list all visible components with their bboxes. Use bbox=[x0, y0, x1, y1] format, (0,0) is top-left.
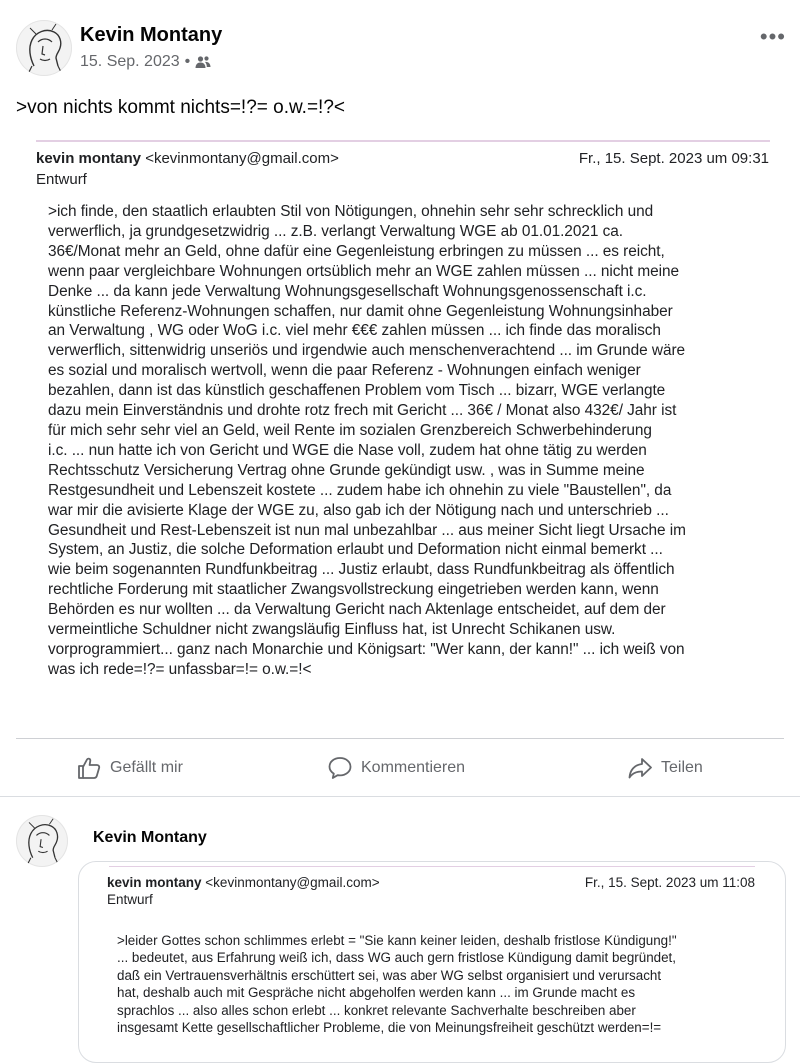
like-label: Gefällt mir bbox=[110, 759, 183, 776]
like-button[interactable] bbox=[76, 748, 183, 788]
email-sender-address: <kevinmontany@gmail.com> bbox=[145, 150, 339, 167]
comment-email-date: Fr., 15. Sept. 2023 um 11:08 bbox=[584, 875, 755, 890]
comment-email-sender-address: <kevinmontany@gmail.com> bbox=[205, 875, 380, 890]
avatar[interactable] bbox=[16, 20, 72, 76]
divider bbox=[16, 738, 784, 739]
comment-email-image[interactable] bbox=[78, 861, 786, 1063]
post-actions bbox=[0, 748, 800, 788]
post-meta bbox=[80, 53, 211, 71]
comment-email-sender-name: kevin montany bbox=[107, 875, 202, 890]
share-label: Teilen bbox=[661, 759, 703, 776]
comment-email-status: Entwurf bbox=[107, 892, 153, 907]
share-arrow-icon bbox=[627, 755, 653, 781]
comment-email-sender bbox=[107, 875, 380, 890]
avatar-sketch-icon bbox=[16, 20, 72, 76]
comment-bubble-icon bbox=[327, 755, 353, 781]
comment-label: Kommentieren bbox=[361, 759, 466, 776]
friends-icon bbox=[195, 55, 211, 69]
email-sender bbox=[36, 150, 339, 167]
more-options-icon[interactable]: ••• bbox=[759, 24, 786, 49]
email-status: Entwurf bbox=[36, 171, 87, 188]
comment-button[interactable] bbox=[327, 748, 465, 788]
email-sender-name: kevin montany bbox=[36, 150, 142, 167]
post-date[interactable]: 15. Sep. 2023 bbox=[80, 53, 180, 70]
section-separator bbox=[0, 796, 800, 797]
comment-email-body: >leider Gottes schon schlimmes erlebt = "Sie kann keiner leiden, deshalb fristlose Kündigung!" ... bedeutet, aus Erfahrung weiß ich, dass WG auch gern fristlose Kündigung damit begründet, daß ein Vertrauensverhältnis erschüttert sei, was aber WG selbst organisiert und verursacht hat, deshalb auch mit Gespräche nicht abgeholfen werden kann ... im Grunde macht es sprachlos ... also alles schon erlebt ... konkret relevante Sachverhalte beschreiben aber insgesamt Kette gesellschaftlicher Probleme, die von Meinungsfreiheit geschützt werden=!= bbox=[117, 933, 677, 1036]
meta-separator: • bbox=[184, 53, 191, 70]
email-top-rule bbox=[36, 140, 770, 142]
email-date: Fr., 15. Sept. 2023 um 09:31 bbox=[578, 150, 769, 167]
post-caption: >von nichts kommt nichts=!?= o.w.=!?< bbox=[16, 97, 345, 118]
post-header bbox=[16, 20, 786, 80]
comment-avatar[interactable] bbox=[16, 815, 68, 867]
avatar-sketch-icon bbox=[16, 815, 68, 867]
comment bbox=[16, 815, 800, 1045]
thumbs-up-icon bbox=[76, 755, 102, 781]
email-top-rule bbox=[109, 866, 755, 867]
email-body: >ich finde, den staatlich erlaubten Stil von Nötigungen, ohnehin sehr sehr schrecklich und verwerflich, ja grundgesetzwidrig ... z.B. verlangt Verwaltung WGE ab 01.01.2021 ca. 36€/Monat mehr an Geld, ohne dafür eine Gegenleistung erbringen zu müssen ... es reicht, wenn paar vergleichbare Wohnungen ortsüblich mehr an WGE zahlen müssen ... nicht meine Denke ... da kann jede Verwaltung Wohnungsgesellschaft Wohnungsgenossenschaft i.c. künstliche Referenz-Wohnungen schaffen, nur damit ohne Gegenleistung Wohnungsinhaber an Verwaltung , WG oder WoG i.c. viel mehr €€€ zahlen müssen ... ich finde das moralisch verwerflich, sittenwidrig unseriös und irgendwie auch menschenverachtend ... im Grunde wäre es sozial und moralisch wertvoll, wenn die paar Referenz - Wohnungen einfach weniger bezahlen, dann ist das künstlich geschaffenen Problem vom Tisch ... bizarr, WGE verlangte dazu mein Einverständnis und drohte rotz frech mit Gericht ... 36€ / Monat also 432€/ Jahr ist für mich sehr sehr viel an Geld, weil Rente im sozialen Grenzbereich Schwerbehinderung i.c. ... nun hatte ich von Gericht und WGE die Nase voll, zudem hat ohne tätig zu werden Rechtsschutz Versicherung Vertrag ohne Grunde gekündigt usw. , was in Summe meine Restgesundheit und Lebenszeit kostete ... zudem habe ich ohnehin zu viele "Baustellen", da war mir die avisierte Klage der WGE zu, also gab ich der Nötigung nach und unterschrieb ... Gesundheit und Rest-Lebenszeit ist nun mal unbezahlbar ... aus meiner Sicht liegt Ursache im System, an Justiz, die solche Deformation erlaubt und Deformation nicht einmal bemerkt ... wie beim sogenannten Rundfunkbeitrag ... Justiz erlaubt, dass Rundfunkbeitrag als öffentlich rechtliche Forderung mit staatlicher Zwangsvollstreckung eingetrieben werden kann, wenn Behörden es nur wollten ... da Verwaltung Gericht nach Aktenlage entscheidet, auf dem der vermeintliche Schuldner nicht zwangsläufig Einfluss hat, ist Unrecht Schikanen usw. vorprogrammiert... ganz nach Monarchie und Königsart: "Wer kann, der kann!" ... ich weiß von was ich rede=!?= unfassbar=!= o.w.=!< bbox=[48, 203, 686, 678]
share-button[interactable] bbox=[627, 748, 703, 788]
comment-author[interactable]: Kevin Montany bbox=[93, 829, 207, 846]
post-author[interactable]: Kevin Montany bbox=[80, 24, 223, 46]
email-screenshot-image[interactable] bbox=[0, 130, 800, 730]
